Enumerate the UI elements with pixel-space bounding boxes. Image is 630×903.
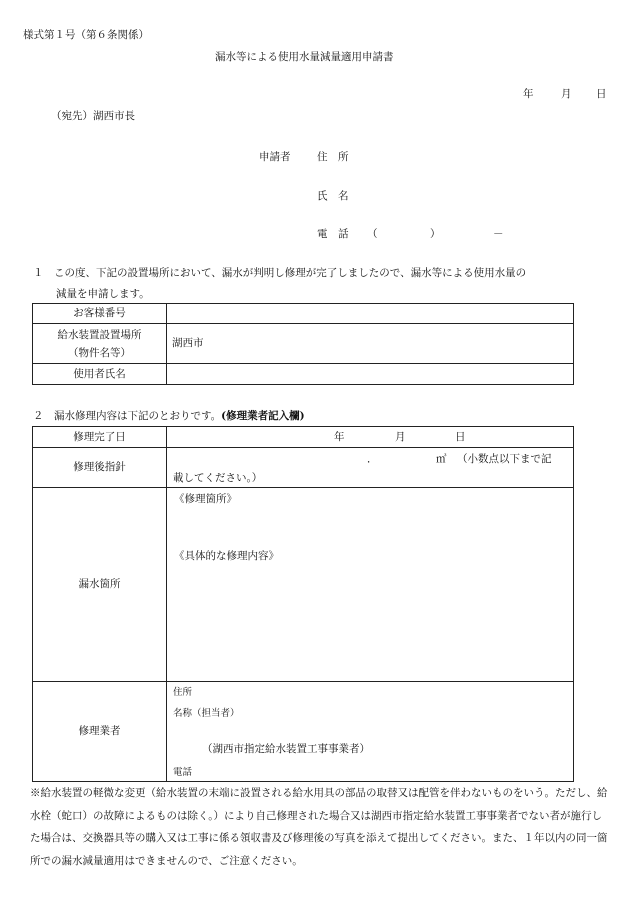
completion-date-label: 修理完了日 (33, 427, 167, 448)
section1-intro-line1: １ この度、下記の設置場所において、漏水が判明し修理が完了しましたので、漏水等による使用水量の (33, 267, 527, 279)
section1-intro-line2: 減量を申請します。 (56, 288, 150, 300)
customer-number-label: お客様番号 (33, 304, 167, 324)
table-row (33, 448, 574, 488)
section2-intro (33, 411, 305, 422)
table-row (33, 682, 574, 782)
contractor-field[interactable] (167, 682, 574, 782)
repair-details-heading: 《具体的な修理内容》 (174, 550, 279, 562)
table-row (33, 488, 574, 682)
repair-table (32, 426, 574, 782)
applicant-phone-label: 電 話 (317, 228, 349, 240)
addressee: （宛先）湖西市長 (51, 110, 135, 122)
meter-reading-label: 修理後指針 (33, 448, 167, 488)
completion-month-label: 月 (395, 431, 406, 443)
applicant-name-label: 氏 名 (317, 190, 349, 202)
footnote: ※給水装置の軽微な変更（給水装置の末端に設置される給水用具の部品の取替又は配管を伴わないものをいう。ただし、給水栓（蛇口）の故障によるものは除く。）により自己修理された場合又は湖西市指定給水装置工事事業者でない者が施行した場合は、交換器具等の購入又は工事に係る領収書及び修理後の写真を添えて提出してください。また、１年以内の同一箇所での漏水減量適用はできませんので、ご注意ください。 (30, 787, 608, 867)
contractor-label: 修理業者 (33, 682, 167, 782)
installation-location-label-line1: 給水装置設置場所 (57, 328, 142, 341)
installation-location-label (33, 324, 167, 364)
contractor-designation: （湖西市指定給水装置工事事業者） (202, 743, 370, 755)
installation-location-field[interactable]: 湖西市 (167, 324, 574, 364)
repair-location-heading: 《修理箇所》 (174, 493, 237, 505)
date-day-label: 日 (596, 88, 607, 100)
applicant-address-label: 住 所 (317, 151, 349, 163)
section2-intro-bold: (修理業者記入欄) (221, 410, 305, 422)
property-table (32, 303, 574, 385)
user-name-label: 使用者氏名 (33, 364, 167, 385)
contractor-phone-label: 電話 (173, 767, 193, 778)
contractor-name-label: 名称（担当者） (173, 708, 240, 719)
date-month-label: 月 (561, 88, 572, 100)
completion-day-label: 日 (455, 431, 466, 443)
phone-open-paren: （ (367, 228, 378, 240)
contractor-address-label: 住所 (173, 687, 193, 698)
meter-unit: ㎥ (436, 453, 447, 465)
section2-intro-text: ２ 漏水修理内容は下記のとおりです。 (33, 410, 222, 422)
meter-note-line2: 載してください。） (173, 472, 263, 484)
table-row (33, 324, 574, 364)
leak-location-label: 漏水箇所 (33, 488, 167, 682)
table-row (33, 427, 574, 448)
meter-note-line1: （小数点以下まで記 (457, 453, 552, 465)
document-title: 漏水等による使用水量減量適用申請書 (215, 51, 394, 63)
completion-year-label: 年 (334, 431, 345, 443)
meter-decimal-point: ． (367, 453, 378, 465)
completion-date-field[interactable] (167, 427, 574, 448)
phone-dash: － (493, 228, 504, 240)
applicant-label: 申請者 (259, 151, 291, 163)
leak-details-field[interactable] (167, 488, 574, 682)
form-number: 様式第１号（第６条関係） (23, 29, 149, 41)
table-row (33, 304, 574, 324)
date-year-label: 年 (523, 88, 534, 100)
user-name-field[interactable] (167, 364, 574, 385)
customer-number-field[interactable] (167, 304, 574, 324)
meter-reading-field[interactable] (167, 448, 574, 488)
table-row (33, 364, 574, 385)
installation-location-label-line2: （物件名等） (68, 346, 131, 359)
phone-close-paren: ） (430, 228, 441, 240)
